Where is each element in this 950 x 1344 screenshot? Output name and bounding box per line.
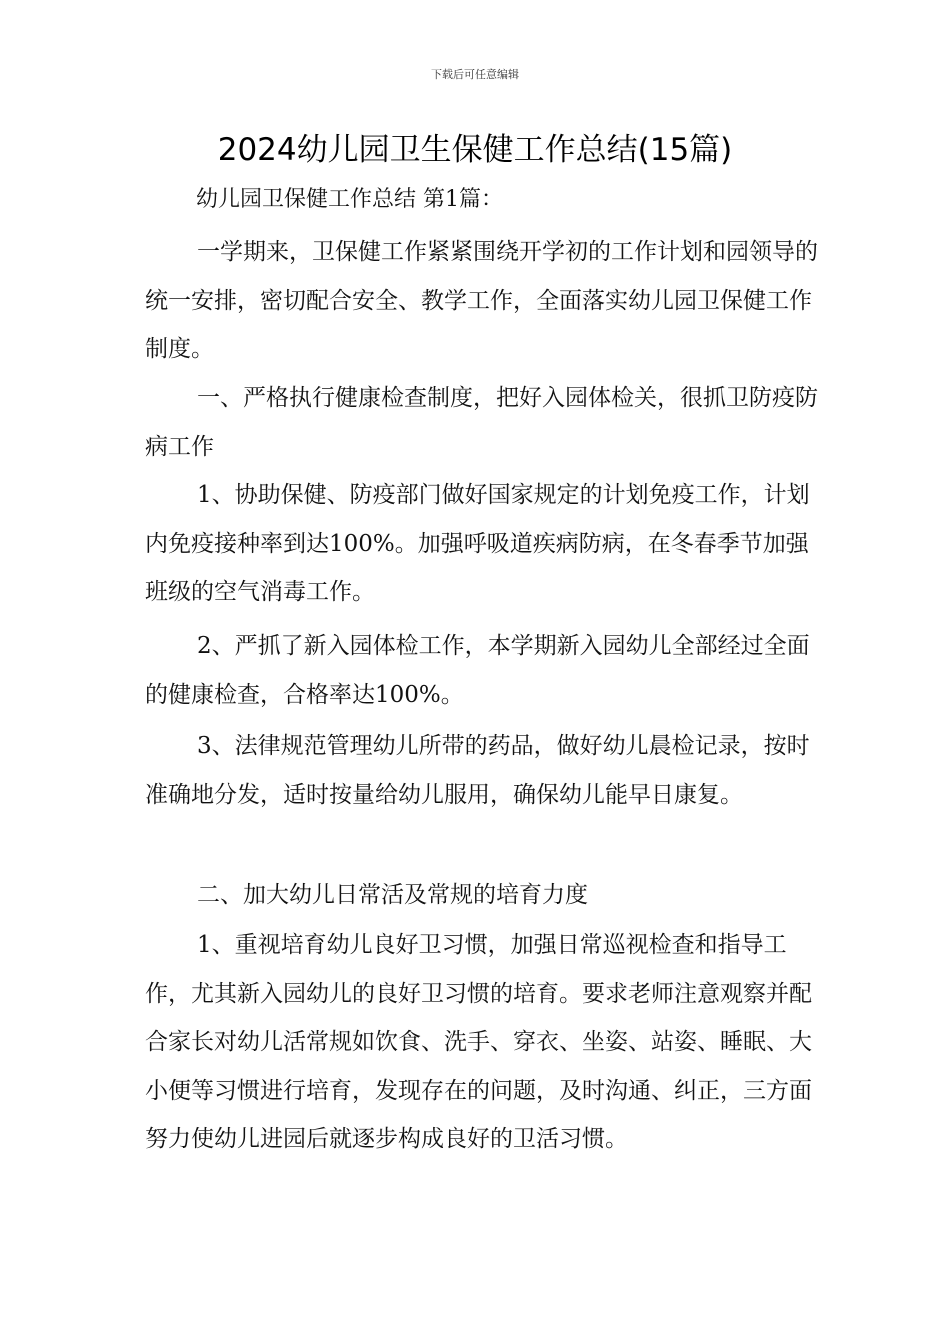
paragraph-item-2-1: 1、重视培育幼儿良好卫习惯，加强日常巡视检查和指导工作，尤其新入园幼儿的良好卫习惯的培育。要求老师注意观察并配合家长对幼儿活常规如饮食、洗手、穿衣、坐姿、站姿、睡眠、大小便等习惯进行培育，发现存在的问题，及时沟通、纠正，三方面努力使幼儿进园后就逐步构成良好的卫活习惯。	[145, 932, 812, 1152]
paragraph-item-1-2: 2、严抓了新入园体检工作，本学期新入园幼儿全部经过全面的健康检查，合格率达100%。	[145, 633, 810, 708]
section-subtitle: 幼儿园卫保健工作总结 第1篇：	[196, 187, 503, 212]
paragraph-item-1-1: 1、协助保健、防疫部门做好国家规定的计划免疫工作，计划内免疫接种率到达100%。加强呼吸道疾病防病，在冬春季节加强班级的空气消毒工作。	[145, 482, 810, 605]
header-note: 下载后可任意编辑	[431, 68, 519, 81]
paragraph-heading-2: 二、加大幼儿日常活及常规的培育力度	[197, 882, 588, 908]
paragraph-heading-1: 一、严格执行健康检查制度，把好入园体检关，很抓卫防疫防病工作	[145, 385, 818, 460]
document-title: 2024幼儿园卫生保健工作总结(15篇)	[217, 132, 733, 168]
paragraph-item-1-3: 3、法律规范管理幼儿所带的药品，做好幼儿晨检记录，按时准确地分发，适时按量给幼儿服用，确保幼儿能早日康复。	[145, 733, 810, 808]
paragraph-intro: 一学期来，卫保健工作紧紧围绕开学初的工作计划和园领导的统一安排，密切配合安全、教学工作，全面落实幼儿园卫保健工作制度。	[145, 239, 818, 362]
